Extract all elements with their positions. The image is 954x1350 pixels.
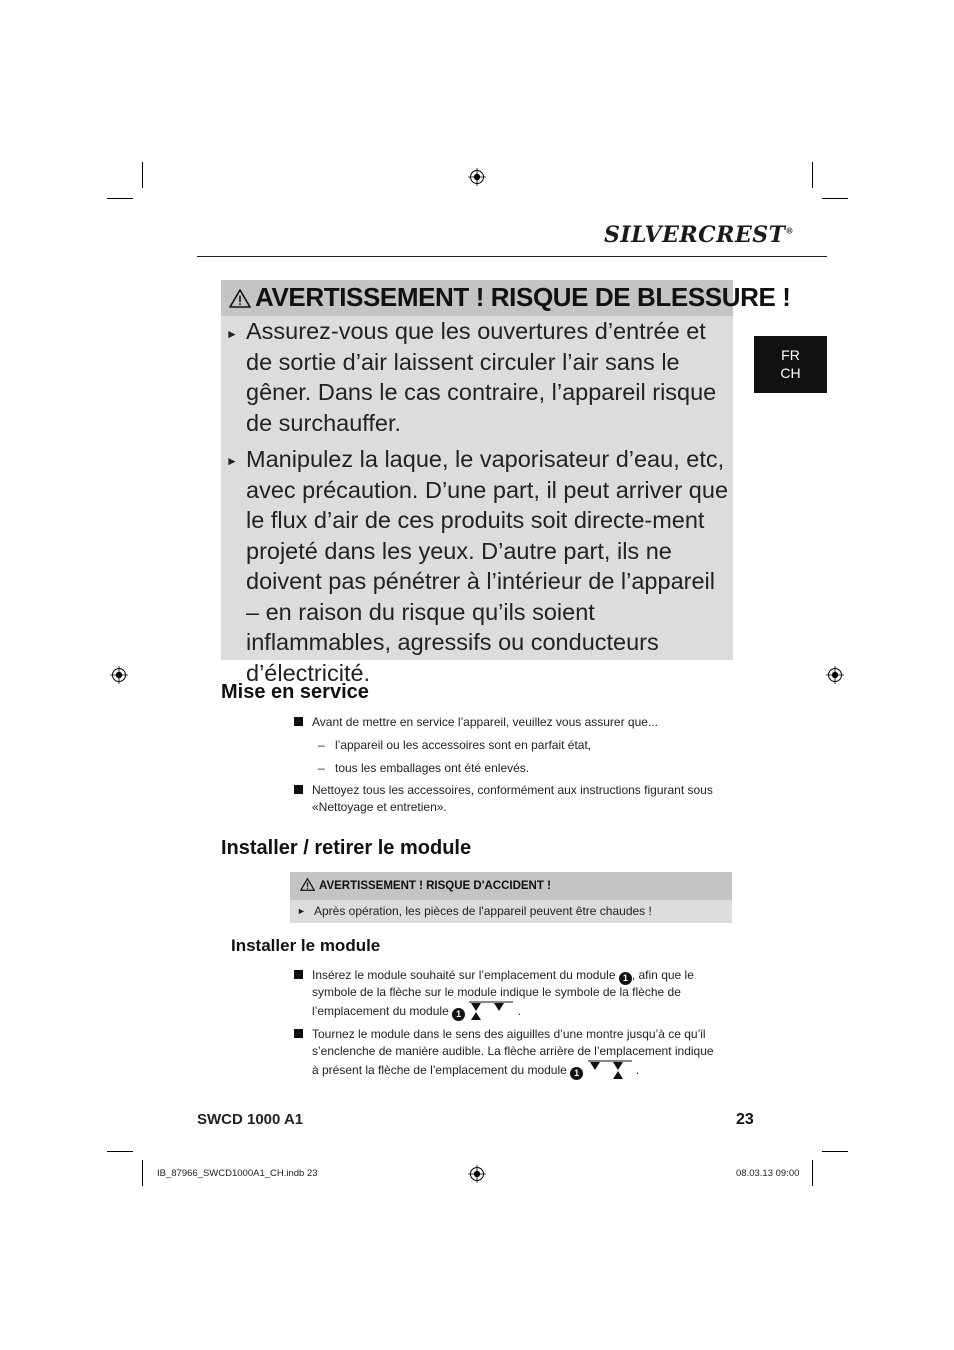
footer-model-number: SWCD 1000 A1 — [197, 1111, 304, 1128]
warning-title: AVERTISSEMENT ! RISQUE DE BLESSURE ! — [229, 282, 791, 313]
crop-mark — [822, 1151, 848, 1152]
warning-triangle-icon — [300, 878, 315, 891]
bullet-square-icon — [294, 1029, 303, 1038]
accident-warning-title: AVERTISSEMENT ! RISQUE D'ACCIDENT ! — [300, 878, 551, 892]
list-item-line: Nettoyez tous les accessoires, conformément aux instructions figurant sous — [312, 783, 713, 797]
sub-list-item: tous les emballages ont été enlevés. — [335, 761, 530, 775]
registration-mark-icon — [826, 666, 844, 684]
warning-item: Assurez-vous que les ouvertures d’entrée et de sortie d’air laissent circuler l’air sans le gêner. Dans le cas contraire, l’appareil risque de surchauffer. — [246, 318, 717, 436]
registration-mark-icon — [110, 666, 128, 684]
page-number: 23 — [736, 1111, 754, 1128]
crop-mark — [812, 162, 813, 188]
section-heading: Installer / retirer le module — [221, 837, 472, 859]
section-heading: Mise en service — [221, 681, 369, 703]
list-item-line: s’enclenche de manière audible. La flèche arrière de l’emplacement indique — [312, 1044, 714, 1058]
crop-mark — [107, 1151, 133, 1152]
arrow-alignment-symbol-icon — [587, 1060, 633, 1080]
list-item-line: Insérez le module souhaité sur l’emplacement du module 1 , afin que le — [312, 968, 694, 983]
reference-number-badge: 1 — [452, 1008, 465, 1021]
list-item-line: l’emplacement du module 1 . — [312, 1001, 521, 1021]
reference-number-badge: 1 — [619, 972, 632, 985]
crop-mark — [812, 1160, 813, 1186]
language-tab — [754, 336, 827, 393]
language-code: FR — [781, 347, 800, 363]
dash-bullet: – — [318, 761, 325, 775]
reference-number-badge: 1 — [570, 1067, 583, 1080]
header-rule — [197, 256, 827, 257]
list-item-line: à présent la flèche de l’emplacement du module 1 . — [312, 1060, 639, 1080]
list-item-line: Tournez le module dans le sens des aiguilles d’une montre jusqu’à ce qu’il — [312, 1027, 706, 1041]
bullet-square-icon — [294, 970, 303, 979]
crop-mark — [822, 198, 848, 199]
bullet-arrow-icon: ► — [226, 454, 238, 468]
registration-mark-icon — [468, 1165, 486, 1183]
dash-bullet: – — [318, 738, 325, 752]
list-item-line: symbole de la flèche sur le module indique le symbole de la flèche de — [312, 985, 681, 999]
country-code: CH — [780, 365, 801, 381]
print-slug-date: 08.03.13 09:00 — [736, 1168, 800, 1179]
list-item-line: «Nettoyage et entretien». — [312, 800, 447, 814]
subsection-heading: Installer le module — [231, 936, 381, 955]
registration-mark-icon — [468, 168, 486, 186]
crop-mark — [107, 198, 133, 199]
bullet-square-icon — [294, 785, 303, 794]
warning-item: Manipulez la laque, le vaporisateur d’eau, etc, avec précaution. D’une part, il peut arriver que le flux d’air de ces produits soit directe-ment projeté dans les yeux. D’autre part, ils ne doivent pas pénétrer à l’intérieur de l’appareil – en raison du risque qu’ils soient inflammables, agressifs ou conducteurs d’électricité. — [246, 446, 729, 686]
bullet-arrow-icon: ► — [226, 327, 238, 341]
bullet-arrow-icon: ► — [297, 906, 306, 916]
brand-logo: SILVERCREST® — [604, 222, 794, 248]
arrow-alignment-symbol-icon — [468, 1001, 514, 1021]
accident-warning-text: Après opération, les pièces de l'appareil peuvent être chaudes ! — [314, 904, 652, 918]
sub-list-item: l’appareil ou les accessoires sont en parfait état, — [335, 738, 592, 752]
bullet-square-icon — [294, 717, 303, 726]
crop-mark — [142, 162, 143, 188]
print-slug-file: IB_87966_SWCD1000A1_CH.indb 23 — [157, 1168, 318, 1179]
crop-mark — [142, 1160, 143, 1186]
warning-triangle-icon — [229, 289, 251, 308]
list-item: Avant de mettre en service l’appareil, veuillez vous assurer que... — [312, 715, 658, 729]
